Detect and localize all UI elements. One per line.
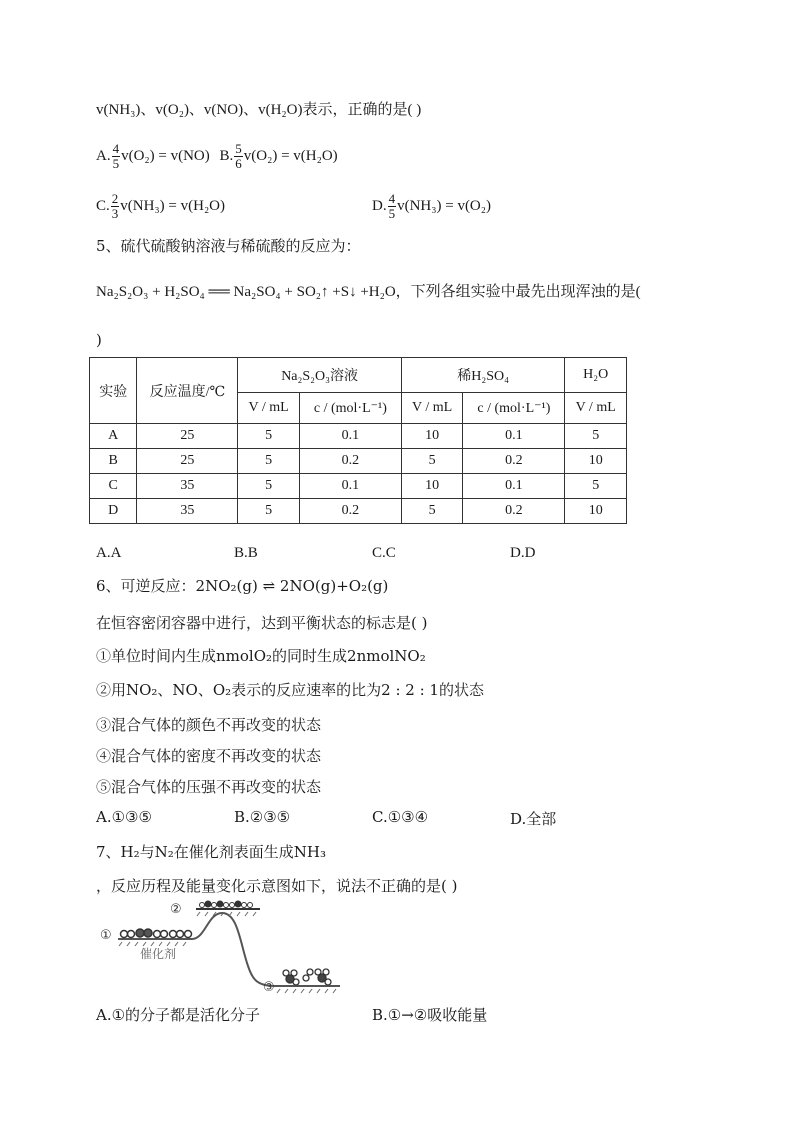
- stage2-atoms: [200, 901, 253, 908]
- table-subheader-concentration: c / (mol·L⁻¹): [299, 393, 401, 424]
- table-subheader-concentration: c / (mol·L⁻¹): [463, 393, 565, 424]
- q5-option-d: D.D: [510, 545, 536, 561]
- table-subheader-volume: V / mL: [401, 393, 463, 424]
- table-header-experiment: 实验: [90, 358, 137, 424]
- q7-stem: ，反应历程及能量变化示意图如下，说法不正确的是( ): [96, 877, 458, 895]
- q5-title: 5、硫代硫酸钠溶液与稀硫酸的反应为：: [96, 237, 361, 255]
- q4-option-d: D. $\frac{4}{5}$ v(NH₃) = v(O₂): [372, 191, 491, 221]
- table-header-na2s2o3: Na₂S₂O₃溶液: [238, 358, 402, 393]
- q6-item-4: ④混合气体的密度不再改变的状态: [96, 747, 322, 765]
- q6-item-2: ②用NO₂、NO、O₂表示的反应速率的比为2 : 2 : 1的状态: [96, 681, 484, 699]
- q6-option-d: D.全部: [510, 810, 557, 828]
- stage1-label: ①: [100, 928, 112, 943]
- q4-option-c: C. $\frac{2}{3}$ v(NH₃) = v(H₂O): [96, 191, 225, 221]
- q4-option-a-fraction: $\frac{4}{5}$: [112, 141, 120, 171]
- q5-option-c: C.C: [372, 545, 396, 561]
- q6-item-5: ⑤混合气体的压强不再改变的状态: [96, 778, 322, 796]
- q6-stem: 在恒容密闭容器中进行，达到平衡状态的标志是( ): [96, 614, 428, 632]
- q5-close-paren: ): [96, 331, 102, 349]
- table-subheader-volume: V / mL: [238, 393, 300, 424]
- q7-option-a: A.①的分子都是活化分子: [96, 1006, 261, 1024]
- q4-option-b-expr: v(O₂) = v(H₂O): [243, 147, 338, 164]
- table-subheader-volume: V / mL: [565, 393, 627, 424]
- table-header-h2so4: 稀H₂SO₄: [401, 358, 565, 393]
- q6-item-3: ③混合气体的颜色不再改变的状态: [96, 716, 322, 734]
- q6-item-1: ①单位时间内生成nmolO₂的同时生成2nmolNO₂: [96, 647, 426, 665]
- q5-equation: Na₂S₂O₃ + H₂SO₄ ══ Na₂SO₄ + SO₂↑ +S↓ +H₂O，下列各组实验中最先出现浑浊的是(: [96, 284, 641, 300]
- q4-option-a-expr: v(O₂) = v(NO): [121, 147, 210, 164]
- q5-option-b: B.B: [234, 545, 258, 561]
- q4-option-b-label: B.: [219, 147, 234, 164]
- stage3-molecules: [283, 969, 331, 985]
- table-row: C 35 5 0.1 10 0.1 5: [90, 474, 627, 499]
- q4-options-ab: [96, 142, 338, 171]
- q7-option-b: B.①→②吸收能量: [372, 1006, 488, 1024]
- table-row: A 25 5 0.1 10 0.1 5: [90, 424, 627, 449]
- catalyst-label: 催化剂: [140, 947, 177, 961]
- q5-data-table: [89, 357, 627, 524]
- q6-option-a: A.①③⑤: [96, 808, 152, 826]
- table-header-water: H₂O: [565, 358, 627, 393]
- stage3-label: ③: [263, 980, 275, 995]
- q7-title: 7、H₂与N₂在催化剂表面生成NH₃: [96, 843, 326, 861]
- stage2-label: ②: [170, 902, 182, 917]
- table-row: D 35 5 0.2 5 0.2 10: [90, 499, 627, 524]
- q5-option-a: A.A: [96, 545, 122, 561]
- q6-option-c: C.①③④: [372, 808, 429, 826]
- q6-option-b: B.②③⑤: [234, 808, 291, 826]
- table-header-temperature: 反应温度/℃: [137, 358, 238, 424]
- table-row: B 25 5 0.2 5 0.2 10: [90, 449, 627, 474]
- q6-title: 6、可逆反应：2NO₂(g) ⇌ 2NO(g)+O₂(g): [96, 577, 389, 595]
- q4-option-b-fraction: $\frac{5}{6}$: [235, 141, 242, 171]
- q4-option-a-label: A.: [96, 147, 111, 164]
- reaction-energy-diagram: [100, 898, 345, 998]
- stage1-molecules: [121, 929, 192, 938]
- q4-intro: v(NH₃)、v(O₂)、v(NO)、v(H₂O)表示，正确的是( ): [96, 102, 422, 118]
- stage3-hatch: [277, 989, 336, 993]
- stage1-hatch: [119, 942, 186, 946]
